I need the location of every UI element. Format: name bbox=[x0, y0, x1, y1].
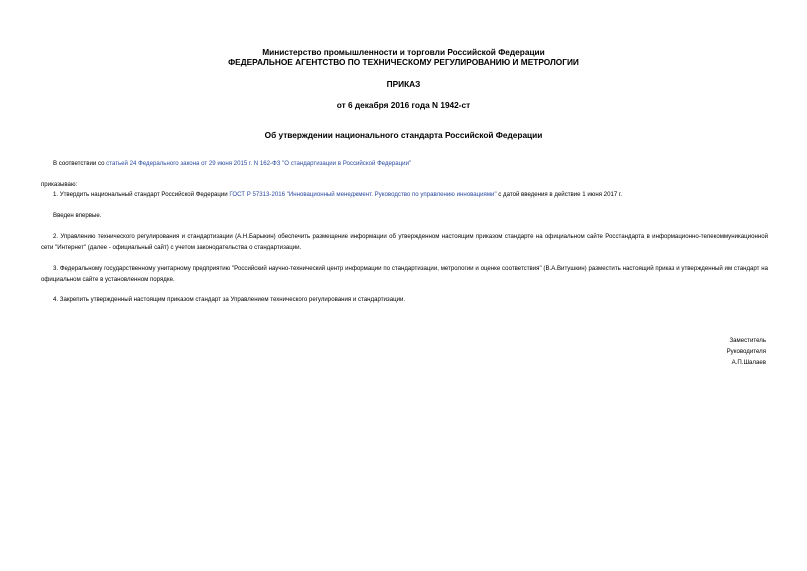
date-number-heading: от 6 декабря 2016 года N 1942-ст bbox=[336, 100, 471, 110]
preamble-prefix: В соответствии со bbox=[53, 160, 107, 167]
item-4-paragraph: 4. Закрепить утвержденный настоящим приказом стандарт за Управлением технического регулирования и стандартизации. bbox=[53, 296, 406, 303]
document-title: Об утверждении национального стандарта Российской Федерации bbox=[264, 130, 543, 140]
signature-title-line2: Руководителя bbox=[726, 348, 766, 355]
signature-title-line1: Заместитель bbox=[729, 337, 766, 344]
federal-law-link[interactable]: статьей 24 Федерального закона от 29 июня 2015 г. N 162-ФЗ "О стандартизации в Российской Федерации" bbox=[106, 160, 412, 167]
gost-standard-link[interactable]: ГОСТ Р 57313-2016 "Инновационный менеджмент. Руководство по управлению инновациями" bbox=[229, 191, 497, 198]
item-1-prefix: 1. Утвердить национальный стандарт Российской Федерации bbox=[53, 191, 230, 198]
item-3-paragraph: 3. Федеральному государственному унитарному предприятию "Российский научно-технический центр информации по стандартизации, метрологии и оценке соответствия" (В.А.Витушкин) разместить настоящий приказ и утвержденный им стандарт на официальном сайте в установленном порядке. bbox=[41, 265, 768, 283]
agency-heading: ФЕДЕРАЛЬНОЕ АГЕНТСТВО ПО ТЕХНИЧЕСКОМУ РЕГУЛИРОВАНИЮ И МЕТРОЛОГИИ bbox=[228, 57, 579, 67]
item-2-paragraph: 2. Управлению технического регулирования и стандартизации (А.Н.Барыкин) обеспечить размещение информации об утвержденном настоящим приказом стандарте на официальном сайте Росстандарта в информационно-телекоммуникационной сети "Интернет" (далее - официальный сайт) с учетом законодательства о стандартизации. bbox=[41, 233, 768, 251]
introduced-note: Введен впервые. bbox=[53, 212, 102, 219]
preamble-paragraph bbox=[41, 159, 768, 170]
signature-name: А.П.Шалаев bbox=[731, 359, 766, 366]
item-1-paragraph bbox=[41, 190, 768, 201]
doc-type-heading: ПРИКАЗ bbox=[386, 79, 421, 89]
ministry-heading: Министерство промышленности и торговли Российской Федерации bbox=[262, 47, 545, 57]
item-1-suffix: с датой введения в действие 1 июня 2017 г. bbox=[496, 191, 623, 198]
order-word: приказываю: bbox=[41, 181, 78, 188]
